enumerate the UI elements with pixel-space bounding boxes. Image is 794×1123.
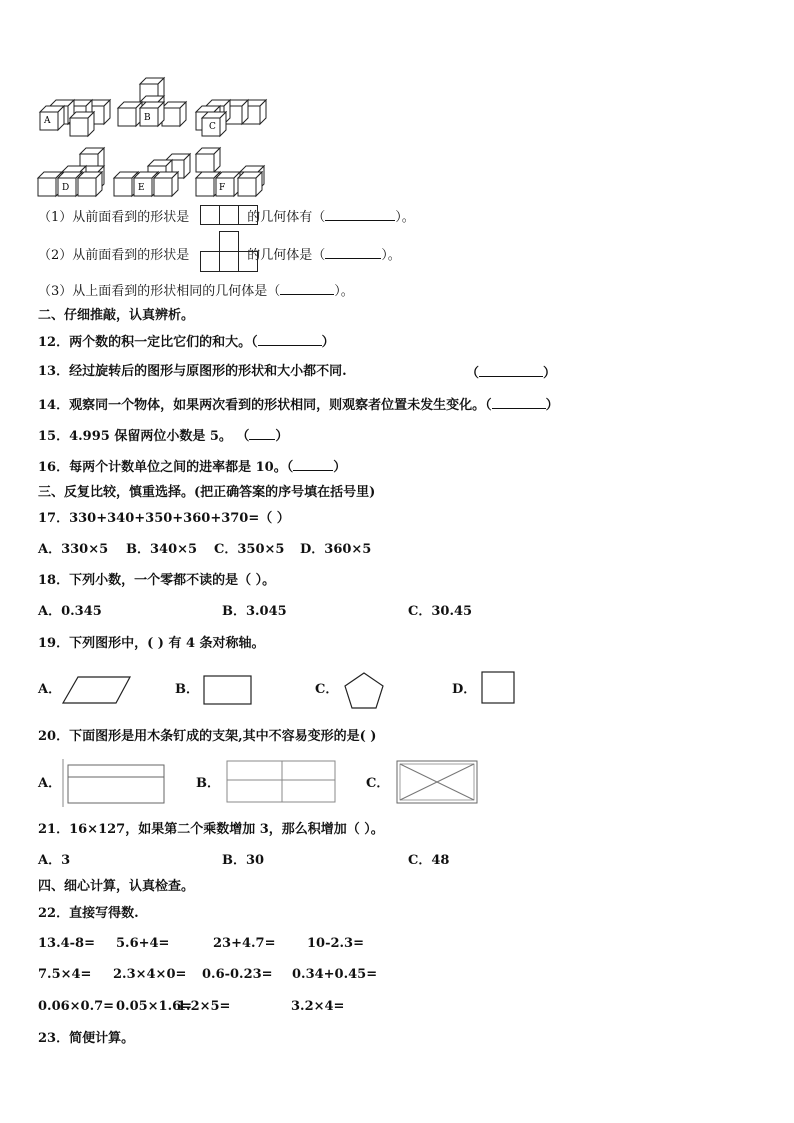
question-22: 22．直接写得数. (38, 906, 139, 921)
answer-blank[interactable] (293, 458, 333, 471)
calc-item: 2.3×4×0= (113, 967, 187, 982)
q18-option-b[interactable]: B．3.045 (222, 604, 287, 619)
answer-blank[interactable] (325, 246, 381, 259)
front-view-t-shape-shape (200, 231, 260, 273)
calc-item: 0.06×0.7= (38, 999, 115, 1014)
q17-option-b[interactable]: B．340×5 (126, 542, 198, 557)
answer-blank[interactable] (492, 396, 546, 409)
figure-d (38, 148, 104, 196)
question-16: 16．每两个计数单位之间的进率都是 10。（ ） (38, 460, 347, 475)
front-view-three-squares-shape (200, 205, 260, 225)
q19-option-b[interactable]: B． (175, 682, 199, 697)
q19-option-a[interactable]: A． (38, 682, 62, 697)
q21-option-b[interactable]: B．30 (222, 853, 265, 868)
frame-b-shape (226, 760, 338, 806)
calc-item: 0.34+0.45= (292, 967, 378, 982)
q21-option-c[interactable]: C．48 (408, 853, 450, 868)
calc-item: 5.6+4= (116, 936, 170, 951)
question-17: 17．330+340+350+360+370=（ ） (38, 511, 290, 526)
answer-blank[interactable] (280, 282, 334, 295)
question-19: 19．下列图形中，( ) 有 4 条对称轴。 (38, 636, 265, 651)
frame-a-shape (62, 759, 172, 809)
calc-item: 10-2.3= (307, 936, 364, 951)
question-21: 21．16×127，如果第二个乘数增加 3，那么积增加（ ）。 (38, 822, 384, 837)
section-4-title: 四、细心计算，认真检查。 (38, 879, 195, 894)
answer-blank[interactable] (249, 427, 275, 440)
calc-item: 13.4-8= (38, 936, 95, 951)
pentagon-shape (342, 671, 386, 711)
figure-e-label: E (138, 183, 145, 193)
q20-option-a[interactable]: A． (38, 776, 62, 791)
question-13-answer: （ ） (466, 366, 557, 381)
q17-option-c[interactable]: C．350×5 (214, 542, 285, 557)
figure-a (40, 100, 110, 136)
calc-item: 0.6-0.23= (202, 967, 273, 982)
question-23: 23．简便计算。 (38, 1031, 135, 1046)
cube-figures (0, 0, 794, 210)
calc-item: 23+4.7= (213, 936, 276, 951)
q20-option-c[interactable]: C． (366, 776, 390, 791)
frame-c-shape (396, 760, 480, 806)
answer-blank[interactable] (325, 208, 395, 221)
question-14: 14．观察同一个物体，如果两次看到的形状相同，则观察者位置未发生变化。（ ） (38, 398, 559, 413)
figure-c (196, 100, 266, 136)
parallelogram-shape (62, 676, 132, 706)
calc-item: 3.2×4= (291, 999, 345, 1014)
q18-option-a[interactable]: A．0.345 (38, 604, 102, 619)
figure-b (118, 78, 186, 126)
answer-blank[interactable] (479, 364, 543, 377)
question-18: 18．下列小数，一个零都不读的是（ ）。 (38, 573, 276, 588)
q19-option-c[interactable]: C． (315, 682, 339, 697)
question-12: 12．两个数的积一定比它们的和大。（ ） (38, 335, 335, 350)
q18-option-c[interactable]: C．30.45 (408, 604, 473, 619)
view-question-2: （2）从前面看到的形状是 的几何体是（ ）。 (38, 245, 401, 264)
figure-f (196, 148, 264, 196)
section-2-title: 二、仔细推敲，认真辨析。 (38, 308, 195, 323)
calc-item: 0.05×1.6= (116, 999, 193, 1014)
rectangle-shape (203, 675, 253, 707)
figure-a-label: A (44, 116, 51, 126)
calc-item: 7.5×4= (38, 967, 92, 982)
question-15: 15．4.995 保留两位小数是 5。 （ ） (38, 429, 289, 444)
view-question-3: （3）从上面看到的形状相同的几何体是（ ）。 (38, 284, 354, 299)
question-20: 20．下面图形是用木条钉成的支架,其中不容易变形的是( ) (38, 729, 377, 744)
calc-item: 1.2×5= (177, 999, 231, 1014)
figure-e (114, 154, 190, 196)
figure-c-label: C (209, 122, 216, 132)
figure-b-label: B (144, 113, 151, 123)
q17-option-a[interactable]: A．330×5 (38, 542, 109, 557)
q20-option-b[interactable]: B． (196, 776, 220, 791)
q19-option-d[interactable]: D． (452, 682, 477, 697)
square-shape (481, 671, 517, 705)
q17-option-d[interactable]: D．360×5 (300, 542, 372, 557)
view-question-1: （1）从前面看到的形状是 的几何体有（ ）。 (38, 207, 415, 226)
q21-option-a[interactable]: A．3 (38, 853, 71, 868)
section-3-title: 三、反复比较，慎重选择。(把正确答案的序号填在括号里) (38, 485, 376, 500)
question-13: 13．经过旋转后的图形与原图形的形状和大小都不同. (38, 364, 347, 379)
figure-d-label: D (62, 183, 70, 193)
answer-blank[interactable] (258, 333, 322, 346)
figure-f-label: F (219, 183, 226, 193)
